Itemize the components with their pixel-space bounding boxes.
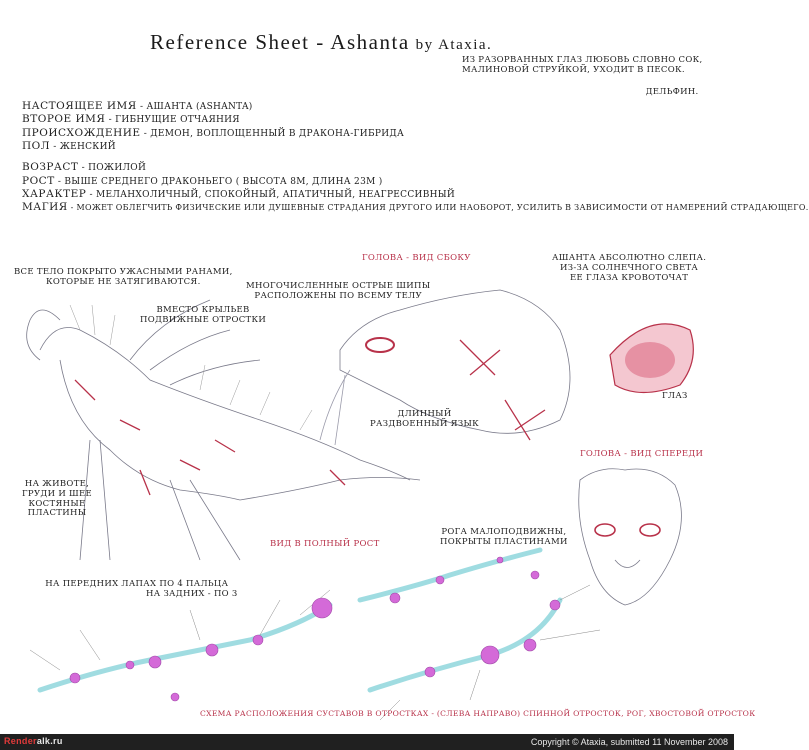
epigraph-line: МАЛИНОВОЙ СТРУЙКОЙ, УХОДИТ В ПЕСОК.: [462, 64, 685, 75]
info-row-age: ВОЗРАСТ - ПОЖИЛОЙ: [22, 161, 147, 174]
footer-bar: [0, 734, 734, 750]
character-info: [22, 100, 809, 214]
info-row-sex: ПОЛ - ЖЕНСКИЙ: [22, 140, 116, 153]
info-row-alias: ВТОРОЕ ИМЯ - ГИБНУЩИЕ ОТЧАЯНИЯ: [22, 113, 240, 126]
dragon-full-body: [27, 300, 420, 560]
label-wounds: ВСЕ ТЕЛО ПОКРЫТО УЖАСНЫМИ РАНАМИ, КОТОРЫЕ НЕ ЗАТЯГИВАЮТСЯ.: [14, 267, 233, 287]
eye-drawing: [610, 324, 693, 393]
joint-scheme: [30, 550, 600, 720]
info-row-nature: ХАРАКТЕР - МЕЛАНХОЛИЧНЫЙ, СПОКОЙНЫЙ, АПАТИЧНЫЙ, НЕАГРЕССИВНЫЙ: [22, 188, 456, 201]
label-eye: ГЛАЗ: [662, 391, 688, 401]
epigraph-line: ИЗ РАЗОРВАННЫХ ГЛАЗ ЛЮБОВЬ СЛОВНО СОК,: [462, 55, 703, 65]
label-blind: АШАНТА АБСОЛЮТНО СЛЕПА. ИЗ-ЗА СОЛНЕЧНОГО СВЕТА ЕЕ ГЛАЗА КРОВОТОЧАТ: [552, 253, 707, 283]
info-row-magic: МАГИЯ - МОЖЕТ ОБЛЕГЧИТЬ ФИЗИЧЕСКИЕ ИЛИ ДУШЕВНЫЕ СТРАДАНИЯ ДРУГОГО ИЛИ НАОБОРОТ, УСИЛИТЬ В ЗАВИСИМОСТИ ОТ НАМЕРЕНИЙ СТРАДАЮЩЕГО.: [22, 201, 809, 214]
label-paws: НА ПЕРЕДНИХ ЛАПАХ ПО 4 ПАЛЬЦА НА ЗАДНИХ - ПО 3: [45, 579, 238, 599]
dragon-head-front: [579, 469, 682, 605]
label-wings: ВМЕСТО КРЫЛЬЕВ ПОДВИЖНЫЕ ОТРОСТКИ: [140, 305, 267, 325]
epigraph-author: ДЕЛЬФИН.: [645, 86, 699, 97]
label-spikes: МНОГОЧИСЛЕННЫЕ ОСТРЫЕ ШИПЫ РАСПОЛОЖЕНЫ ПО ВСЕМУ ТЕЛУ: [246, 281, 431, 301]
label-head-front: ГОЛОВА - ВИД СПЕРЕДИ: [580, 449, 704, 459]
page-title: [150, 30, 492, 55]
title-author: by Ataxia.: [415, 37, 493, 53]
title-main: Reference Sheet - Ashanta: [150, 30, 410, 54]
info-row-name: НАСТОЯЩЕЕ ИМЯ - АШАНТА (ASHANTA): [22, 100, 253, 112]
label-horns: РОГА МАЛОПОДВИЖНЫ, ПОКРЫТЫ ПЛАСТИНАМИ: [440, 527, 568, 547]
info-row-origin: ПРОИСХОЖДЕНИЕ - ДЕМОН, ВОПЛОЩЕННЫЙ В ДРАКОНА-ГИБРИДА: [22, 126, 405, 139]
epigraph: [462, 56, 703, 97]
label-head-side: ГОЛОВА - ВИД СБОКУ: [362, 253, 471, 263]
label-joint-scheme: СХЕМА РАСПОЛОЖЕНИЯ СУСТАВОВ В ОТРОСТКАХ - (СЛЕВА НАПРАВО) СПИННОЙ ОТРОСТОК, РОГ, ХВОСТОВОЙ ОТРОСТОК: [200, 709, 756, 718]
label-tongue: ДЛИННЫЙ РАЗДВОЕННЫЙ ЯЗЫК: [370, 409, 479, 429]
label-belly: НА ЖИВОТЕ, ГРУДИ И ШЕЕ КОСТЯНЫЕ ПЛАСТИНЫ: [22, 479, 93, 519]
copyright-text: Copyright © Ataxia, submitted 11 November 2008: [530, 737, 728, 747]
info-row-height: РОСТ - ВЫШЕ СРЕДНЕГО ДРАКОНЬЕГО ( ВЫСОТА 8М, ДЛИНА 23М ): [22, 174, 383, 187]
site-logo[interactable]: Renderalk.ru: [4, 736, 63, 746]
label-full-body: ВИД В ПОЛНЫЙ РОСТ: [270, 539, 380, 549]
